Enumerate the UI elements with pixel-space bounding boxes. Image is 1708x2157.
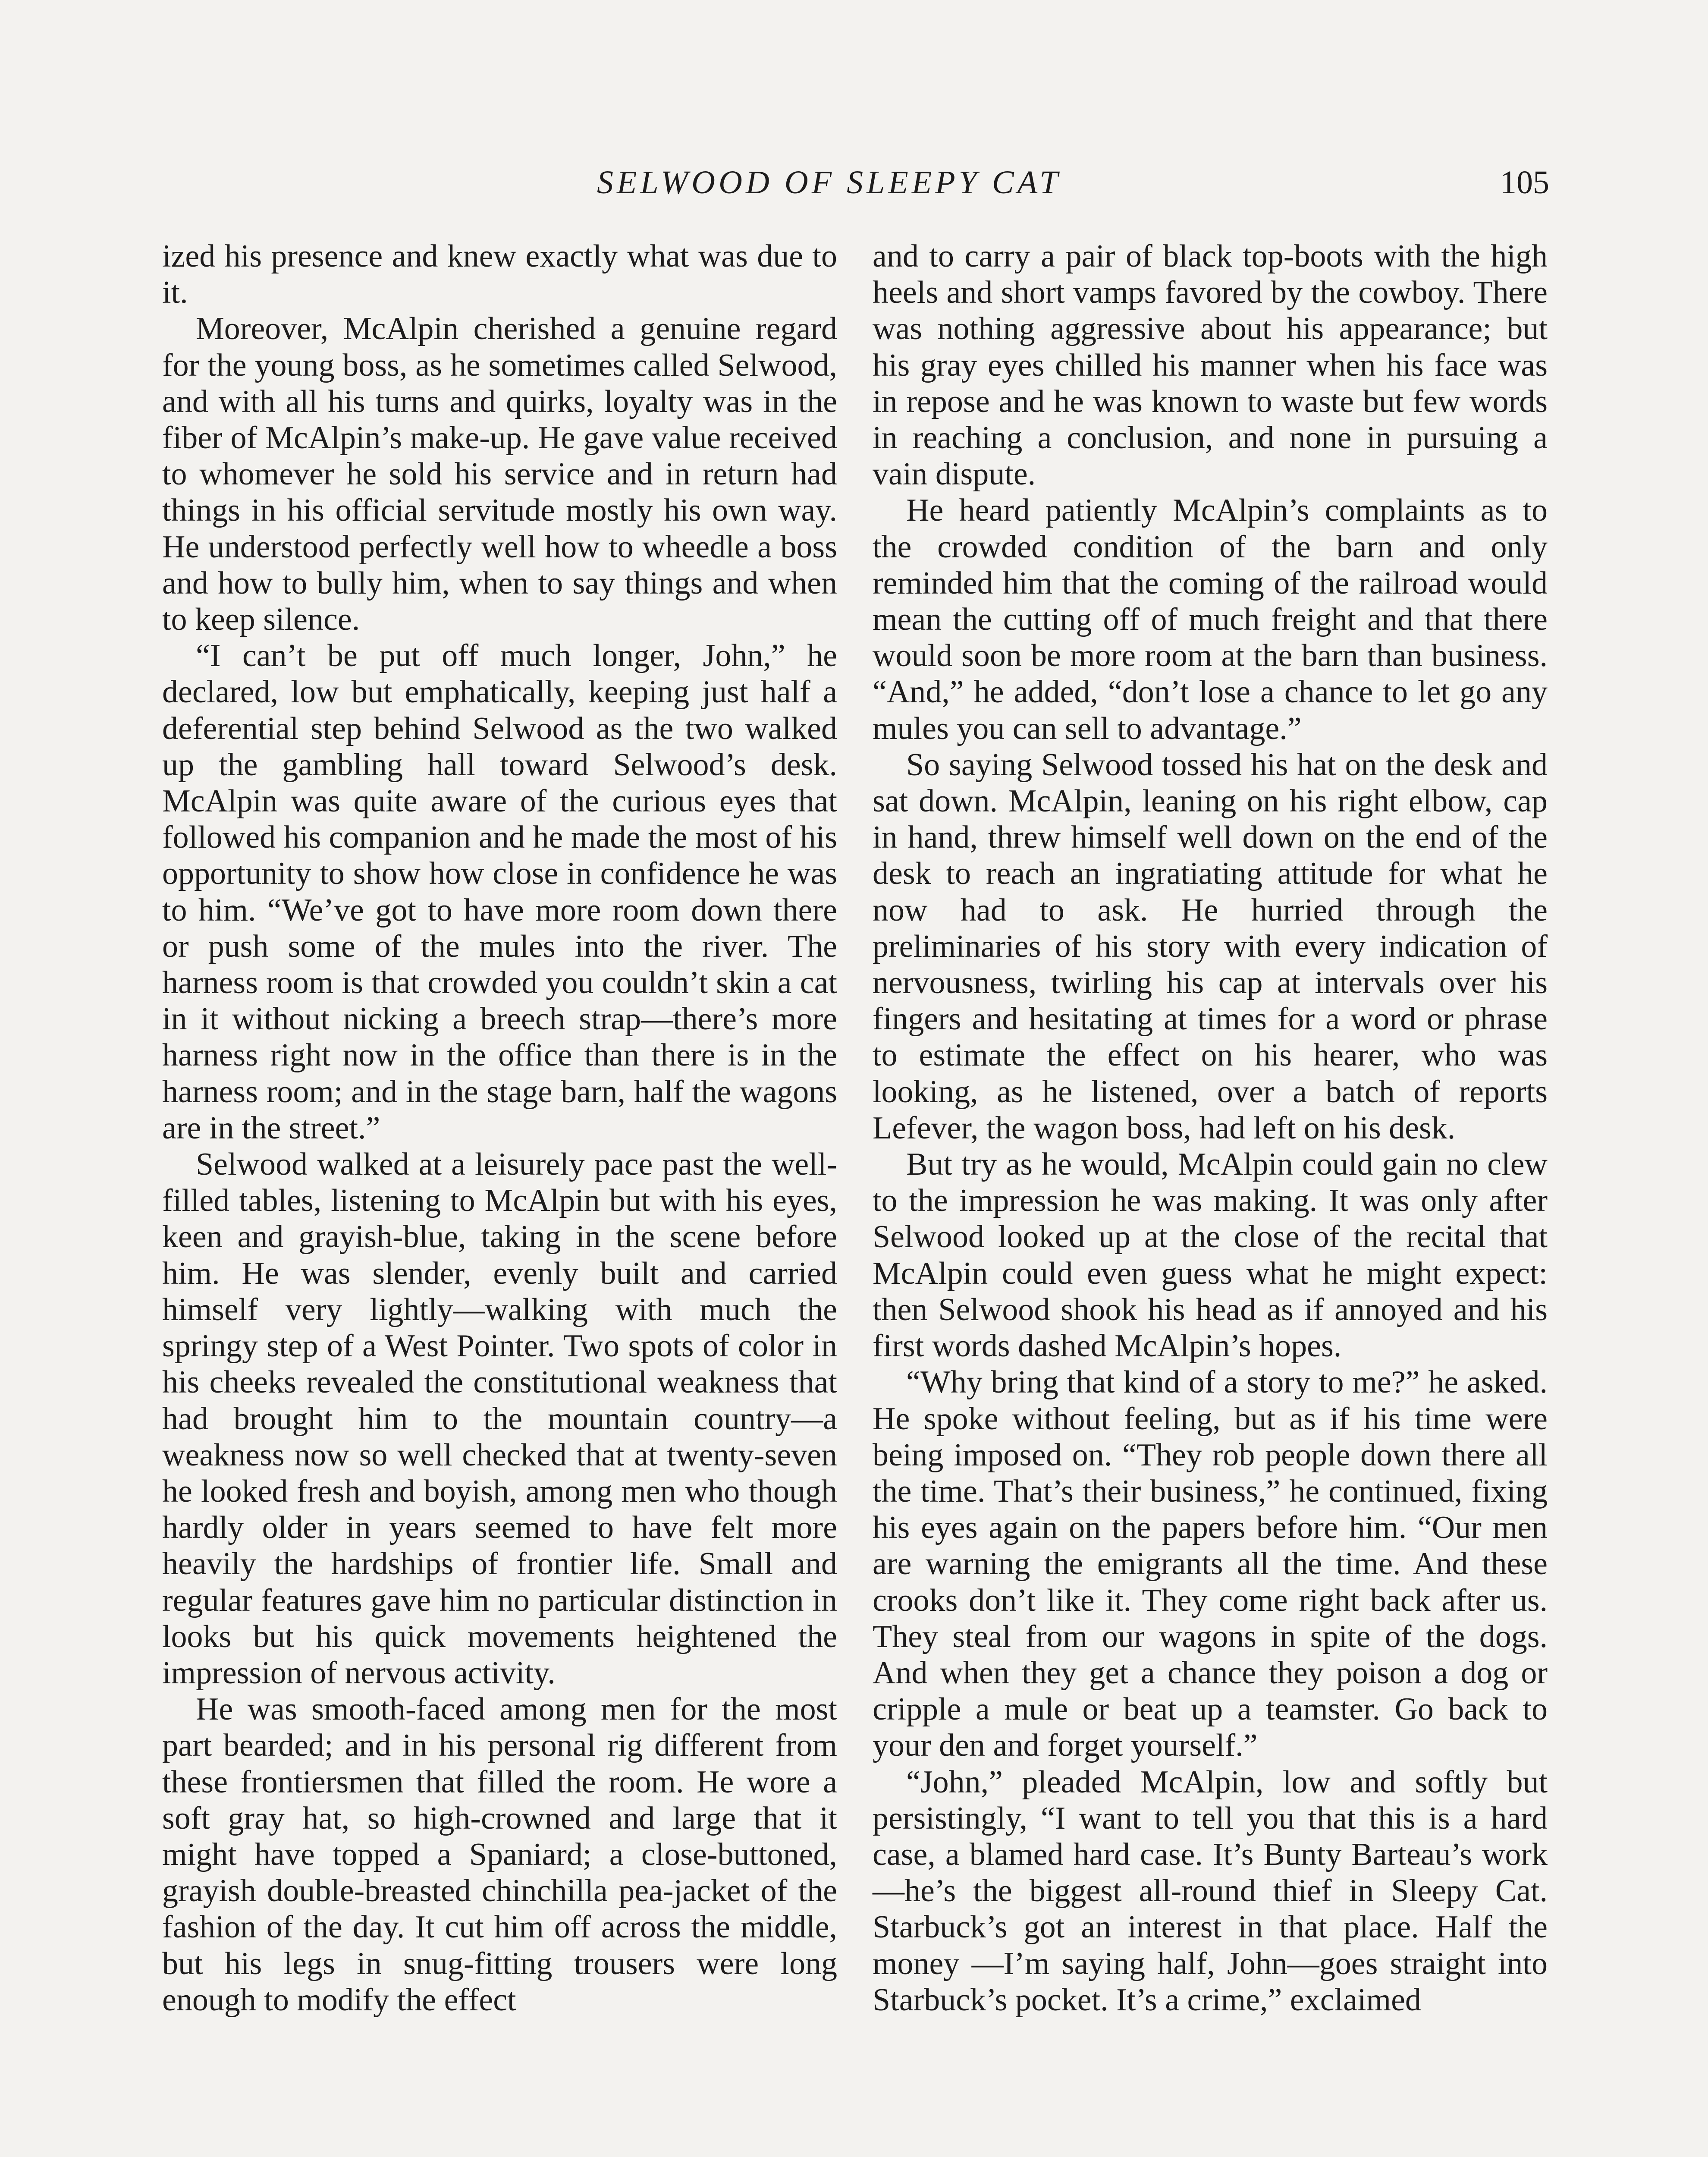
running-head: SELWOOD OF SLEEPY CAT — [597, 164, 1061, 201]
paragraph: “Why bring that kind of a story to me?” he asked. He spoke without feeling, but as if his time were being imposed on. “They rob people down there all the time. That’s their business,” he continued, fixing his eyes again on the papers before him. “Our men are warning the emigrants all the time. And these crooks don’t like it. They come right back after us. They steal from our wagons in spite of the dogs. And when they get a chance they poison a dog or cripple a mule or beat up a teamster. Go back to your den and forget yourself.” — [873, 1365, 1548, 1764]
paragraph: But try as he would, McAlpin could gain no clew to the impression he was making. It was only after Selwood looked up at the close of the recital that McAlpin could even guess what he might expect: then Selwood shook his head as if annoyed and his first words dashed McAlpin’s hopes. — [873, 1147, 1548, 1364]
right-column — [873, 238, 1548, 2018]
paragraph: So saying Selwood tossed his hat on the desk and sat down. McAlpin, leaning on his right elbow, cap in hand, threw himself well down on the end of the desk to reach an ingratiating attitude for what he now had to ask. He hurried through the preliminaries of his story with every indication of nervousness, twirling his cap at intervals over his fingers and hesitating at times for a word or phrase to estimate the effect on his hearer, who was looking, as he listened, over a batch of reports Lefever, the wagon boss, had left on his desk. — [873, 747, 1548, 1146]
left-column — [162, 238, 837, 2018]
paragraph: He was smooth-faced among men for the most part bearded; and in his personal rig different from these frontiersmen that filled the room. He wore a soft gray hat, so high-crowned and large that it might have topped a Spaniard; a close-buttoned, grayish double-breasted chinchilla pea-jacket of the fashion of the day. It cut him off across the middle, but his legs in snug-fitting trousers were long enough to modify the effect — [162, 1692, 837, 2018]
paragraph: ized his presence and knew exactly what was due to it. — [162, 239, 837, 311]
paragraph: “I can’t be put off much longer, John,” he declared, low but emphatically, keeping just half a deferential step behind Selwood as the two walked up the gambling hall toward Selwood’s desk. McAlpin was quite aware of the curious eyes that followed his companion and he made the most of his opportunity to show how close in confidence he was to him. “We’ve got to have more room down there or push some of the mules into the river. The harness room is that crowded you couldn’t skin a cat in it without nicking a breech strap—there’s more harness right now in the office than there is in the harness room; and in the stage barn, half the wagons are in the street.” — [162, 638, 837, 1146]
paragraph: Moreover, McAlpin cherished a genuine regard for the young boss, as he sometimes called Selwood, and with all his turns and quirks, loyalty was in the fiber of McAlpin’s make-up. He gave value received to whomever he sold his service and in return had things in his official servitude mostly his own way. He understood perfectly well how to wheedle a boss and how to bully him, when to say things and when to keep silence. — [162, 311, 837, 638]
paragraph: “John,” pleaded McAlpin, low and softly but persistingly, “I want to tell you that this is a hard case, a blamed hard case. It’s Bunty Barteau’s work—he’s the biggest all-round thief in Sleepy Cat. Starbuck’s got an interest in that place. Half the money —I’m saying half, John—goes straight into Starbuck’s pocket. It’s a crime,” exclaimed — [873, 1764, 1548, 2018]
paragraph: Selwood walked at a leisurely pace past the well-filled tables, listening to McAlpin but with his eyes, keen and grayish-blue, taking in the scene before him. He was slender, evenly built and carried himself very lightly—walking with much the springy step of a West Pointer. Two spots of color in his cheeks revealed the constitutional weakness that had brought him to the mountain country—a weakness now so well checked that at twenty-seven he looked fresh and boyish, among men who though hardly older in years seemed to have felt more heavily the hardships of frontier life. Small and regular features gave him no particular distinction in looks but his quick movements heightened the impression of nervous activity. — [162, 1147, 837, 1691]
paragraph: and to carry a pair of black top-boots with the high heels and short vamps favored by the cowboy. There was nothing aggressive about his appearance; but his gray eyes chilled his manner when his face was in repose and he was known to waste but few words in reaching a conclusion, and none in pursuing a vain dispute. — [873, 239, 1548, 492]
page-number: 105 — [1500, 164, 1549, 201]
paragraph: He heard patiently McAlpin’s complaints as to the crowded condition of the barn and only reminded him that the coming of the railroad would mean the cutting off of much freight and that there would soon be more room at the barn than business. “And,” he added, “don’t lose a chance to let go any mules you can sell to advantage.” — [873, 493, 1548, 746]
